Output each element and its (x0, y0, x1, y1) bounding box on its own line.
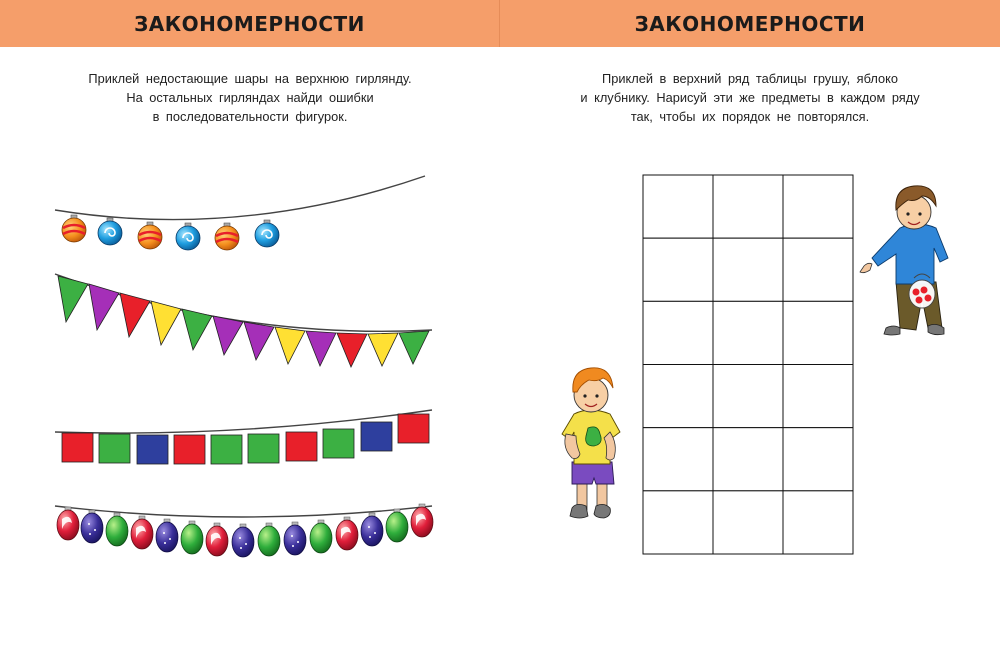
purple-egg-3 (232, 524, 254, 557)
ornament-garland (55, 176, 425, 250)
purple-egg-1 (81, 510, 103, 543)
grid-cell-r5-c2[interactable] (713, 428, 783, 491)
triangle-flag-5 (182, 309, 212, 350)
grid-cell-r1-c3[interactable] (783, 175, 853, 238)
purple-egg-2 (156, 519, 178, 552)
rectangle-flag-garland (55, 410, 432, 464)
orange-ornament-3 (215, 223, 239, 250)
right-instruction-line-3: так, чтобы их порядок не повторялся. (630, 109, 870, 124)
right-page-title: ЗАКОНОМЕРНОСТИ (634, 12, 866, 36)
red-egg-5 (411, 504, 433, 537)
left-instruction-line-3: в последовательности фигурок. (152, 109, 348, 124)
green-egg-2 (181, 521, 203, 554)
red-egg-2 (131, 516, 153, 549)
red-egg-3 (206, 523, 228, 556)
red-egg-1 (57, 507, 79, 540)
rect-flag-6 (248, 434, 279, 463)
boy-yellow-shirt (562, 368, 620, 518)
grid-cell-r5-c3[interactable] (783, 428, 853, 491)
rect-flag-1 (62, 433, 93, 462)
rect-flag-5 (211, 435, 242, 464)
red-egg-4 (336, 517, 358, 550)
green-egg-4 (310, 520, 332, 553)
right-instruction-line-2: и клубнику. Нарисуй эти же предметы в каждом ряду (580, 90, 920, 105)
grid-cell-r4-c1[interactable] (643, 365, 713, 428)
grid-cell-r6-c3[interactable] (783, 491, 853, 554)
triangle-flag-garland (55, 274, 432, 367)
blue-ornament-3 (255, 220, 279, 247)
rect-flag-7 (286, 432, 317, 461)
triangle-flag-9 (306, 331, 336, 366)
rect-flag-9 (361, 422, 392, 451)
grid-cell-r6-c2[interactable] (713, 491, 783, 554)
rect-flag-4 (174, 435, 205, 464)
blue-ornament-1 (98, 218, 122, 245)
right-instruction-line-1: Приклей в верхний ряд таблицы грушу, яблоко (602, 71, 898, 86)
left-instruction-line-1: Приклей недостающие шары на верхнюю гирлянду. (88, 71, 412, 86)
triangle-flag-2 (89, 284, 119, 330)
green-egg-3 (258, 523, 280, 556)
grid-cell-r3-c1[interactable] (643, 301, 713, 364)
egg-ornament-garland (55, 504, 433, 557)
grid-cell-r4-c3[interactable] (783, 365, 853, 428)
triangle-flag-11 (368, 333, 398, 366)
grid-cell-r6-c1[interactable] (643, 491, 713, 554)
rect-flag-2 (99, 434, 130, 463)
left-instruction-line-2: На остальных гирляндах найди ошибки (126, 90, 374, 105)
grid-cell-r1-c1[interactable] (643, 175, 713, 238)
right-illustrations (500, 0, 1000, 663)
green-egg-5 (386, 509, 408, 542)
grid-cell-r5-c1[interactable] (643, 428, 713, 491)
rect-flag-3 (137, 435, 168, 464)
grid-cell-r2-c3[interactable] (783, 238, 853, 301)
orange-ornament-1 (62, 215, 86, 242)
right-page (500, 0, 1000, 663)
triangle-flag-6 (213, 316, 243, 355)
triangle-flag-12 (399, 331, 429, 364)
triangle-flag-4 (151, 301, 181, 345)
boy-blue-shirt (860, 186, 948, 335)
orange-ornament-2 (138, 222, 162, 249)
triangle-flag-3 (120, 293, 150, 337)
grid-cell-r3-c2[interactable] (713, 301, 783, 364)
rect-flag-8 (323, 429, 354, 458)
rect-flag-10 (398, 414, 429, 443)
triangle-flag-7 (244, 322, 274, 360)
grid-cell-r1-c2[interactable] (713, 175, 783, 238)
grid-cell-r4-c2[interactable] (713, 365, 783, 428)
triangle-flag-1 (58, 276, 88, 322)
answer-grid[interactable] (643, 175, 853, 554)
green-egg-1 (106, 513, 128, 546)
purple-egg-5 (361, 513, 383, 546)
triangle-flag-8 (275, 327, 305, 364)
triangle-flag-10 (337, 333, 367, 367)
purple-egg-4 (284, 522, 306, 555)
grid-cell-r3-c3[interactable] (783, 301, 853, 364)
left-page-title: ЗАКОНОМЕРНОСТИ (134, 12, 365, 36)
blue-ornament-2 (176, 223, 200, 250)
grid-cell-r2-c1[interactable] (643, 238, 713, 301)
grid-cell-r2-c2[interactable] (713, 238, 783, 301)
